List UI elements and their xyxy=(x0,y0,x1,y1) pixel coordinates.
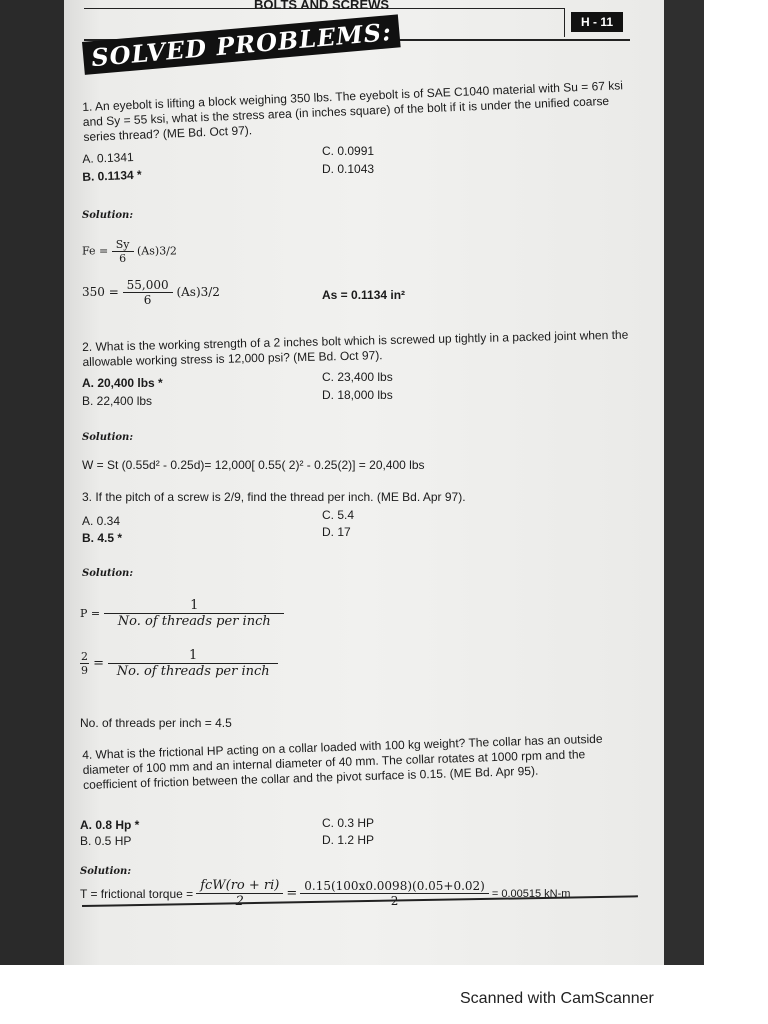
problem-4-solution-label: Solution: xyxy=(80,866,132,877)
problem-3-formula-1: P = $\frac{1}{\text{No. of threads per inch}}$ xyxy=(80,598,284,629)
scan-edge-shadow xyxy=(664,0,704,965)
problem-3-option-c: C. 5.4 xyxy=(322,508,355,522)
problem-4-option-b: B. 0.5 HP xyxy=(80,834,132,848)
problem-3-result: No. of threads per inch = 4.5 xyxy=(80,716,232,730)
problem-1 xyxy=(82,78,643,145)
problem-3-formula-2: $\frac{2}{9}$ = $\frac{1}{\text{No. of threads per inch}}$ xyxy=(80,648,278,679)
problem-4-formula: T = frictional torque = $\frac{\text{fcW(ro + ri)}}{2}$ = $\frac{0.15(100x0.0098)(0.05+0.02)}{2}$ = 0.00515 kN-m xyxy=(80,878,571,909)
problem-2-option-d: D. 18,000 lbs xyxy=(322,388,393,402)
problem-4-option-a: A. 0.8 Hp * xyxy=(80,818,140,832)
problem-4-option-d: D. 1.2 HP xyxy=(322,833,375,847)
problem-2-option-a: A. 20,400 lbs * xyxy=(82,376,163,390)
problem-1-option-c: C. 0.0991 xyxy=(322,144,375,158)
problem-1-option-d: D. 0.1043 xyxy=(322,162,375,176)
problem-1-formula-1: Fe = $\frac{Sy}{6}$ (As)3/2 xyxy=(82,238,177,265)
problem-3-option-b: B. 4.5 * xyxy=(82,531,123,545)
problem-1-formula-2: 350 = $\frac{55,000}{6}$ (As)3/2 xyxy=(82,278,220,307)
problem-4 xyxy=(82,730,643,793)
problem-2-solution-label: Solution: xyxy=(82,432,134,443)
problem-2-formula: W = St (0.55d² - 0.25d)= 12,000[ 0.55( 2)² - 0.25(2)] = 20,400 lbs xyxy=(82,458,425,472)
problem-1-option-a: A. 0.1341 xyxy=(82,149,134,166)
problem-2-option-b: B. 22,400 lbs xyxy=(82,394,153,408)
chapter-title: BOLTS AND SCREWS xyxy=(254,0,390,12)
page-number-tag: H - 11 xyxy=(571,12,623,32)
paper-sheet xyxy=(64,0,664,965)
problem-2-option-c: C. 23,400 lbs xyxy=(322,370,393,384)
problem-2 xyxy=(82,327,643,370)
problem-1-option-b: B. 0.1134 * xyxy=(82,167,142,184)
problem-3-option-a: A. 0.34 xyxy=(82,514,121,528)
problem-3-question: 3. If the pitch of a screw is 2/9, find the thread per inch. (ME Bd. Apr 97). xyxy=(82,490,466,504)
problem-4-option-c: C. 0.3 HP xyxy=(322,816,375,830)
camscanner-watermark: Scanned with CamScanner xyxy=(460,990,654,1007)
problem-2-question: 2. What is the working strength of a 2 inches bolt which is screwed up tightly in a packed joint when the allowable working stress is 12,000 psi? (ME Bd. Oct 97). xyxy=(82,327,629,369)
problem-1-question: 1. An eyebolt is lifting a block weighing 350 lbs. The eyebolt is of SAE C1040 material with Su = 67 ksi and Sy = 55 ksi, what is the stress area (in inches square) of the bolt if it is under the unified coarse series thread? (ME Bd. Oct 97). xyxy=(82,78,624,144)
problem-3-solution-label: Solution: xyxy=(82,568,134,579)
problem-4-question: 4. What is the frictional HP acting on a collar loaded with 100 kg weight? The collar has an outside diameter of 100 mm and an internal diameter of 40 mm. The collar rotates at 1000 rpm and the coefficient of friction between the collar and the pivot surface is 0.15. (ME Bd. Apr 95). xyxy=(82,731,603,792)
problem-1-solution-label: Solution: xyxy=(82,210,134,221)
solved-problems-banner: SOLVED PROBLEMS: xyxy=(82,14,401,75)
problem-1-result: As = 0.1134 in² xyxy=(322,288,406,302)
problem-3-option-d: D. 17 xyxy=(322,525,351,539)
